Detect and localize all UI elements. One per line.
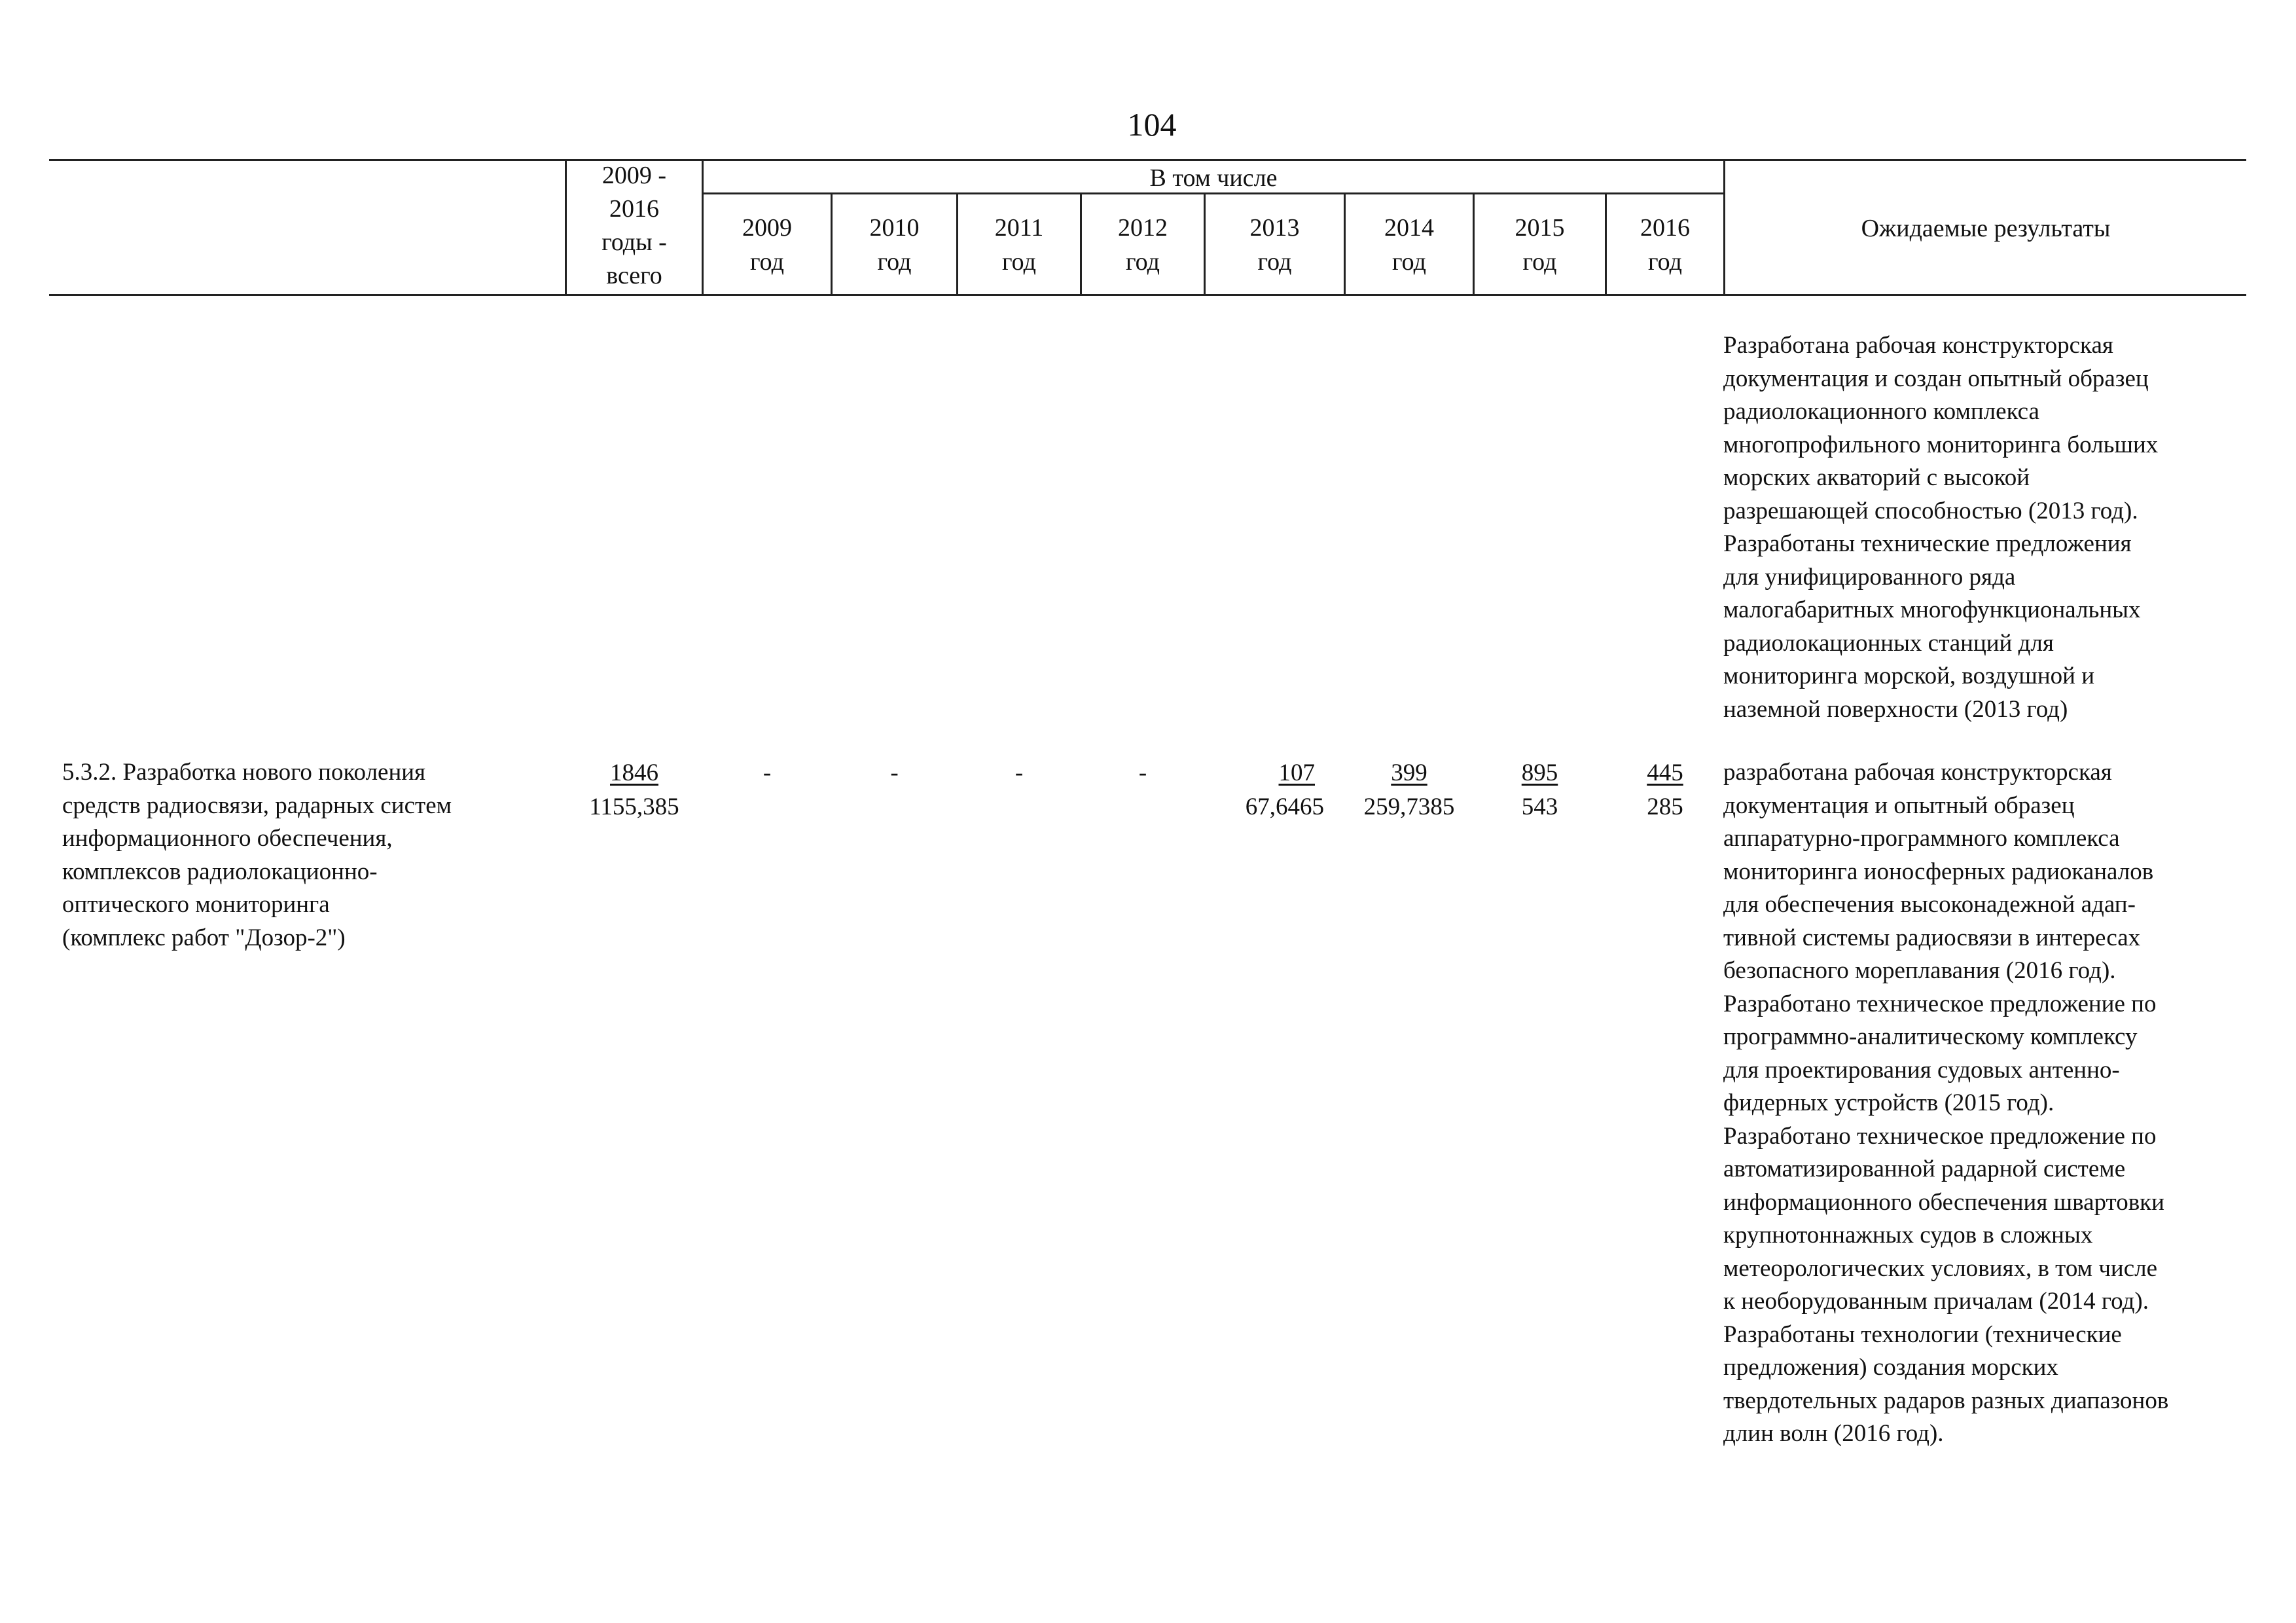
results-line: мониторинга морской, воздушной и: [1723, 663, 2095, 689]
row-year-top: 895: [1521, 759, 1558, 786]
page-number: 104: [1127, 106, 1177, 143]
results-line: мониторинга ионосферных радиоканалов: [1723, 858, 2154, 885]
results-line: Разработаны технические предложения: [1723, 530, 2132, 557]
header-year-2015: [1475, 211, 1605, 279]
row-name-line: комплексов радиолокационно-: [62, 858, 378, 885]
row-name: [62, 756, 560, 955]
header-year-2016: [1607, 211, 1723, 279]
header-year-2012: [1082, 211, 1204, 279]
row-year-2015: [1475, 756, 1605, 824]
results-line: аппаратурно-программного комплекса: [1723, 825, 2120, 852]
header-bottom-rule: [49, 294, 2246, 296]
header-year-unit: год: [1002, 248, 1036, 276]
header-total-line: всего: [606, 262, 662, 289]
results-line: разрешающей способностью (2013 год).: [1723, 497, 2138, 524]
results-line: информационного обеспечения швартовки: [1723, 1188, 2164, 1216]
row-name-line: 5.3.2. Разработка нового поколения: [62, 759, 426, 786]
header-year-2014: [1346, 211, 1473, 279]
row-year-2014: [1346, 756, 1473, 824]
results-line: малогабаритных многофункциональных: [1723, 596, 2141, 623]
results-line: разработана рабочая конструкторская: [1723, 759, 2112, 786]
row-year-top: 399: [1391, 759, 1427, 786]
row-name-line: оптического мониторинга: [62, 891, 330, 918]
header-year-unit: год: [1126, 248, 1160, 276]
row-year-2011: [958, 756, 1080, 790]
header-year-2011: [958, 211, 1080, 279]
header-year-label: 2013: [1249, 214, 1300, 242]
results-line: документация и опытный образец: [1723, 792, 2075, 819]
header-year-label: 2011: [994, 214, 1044, 242]
results-line: предложения) создания морских: [1723, 1354, 2058, 1381]
results-line: для унифицированного ряда: [1723, 563, 2016, 591]
header-including: В том числе: [1149, 164, 1278, 192]
results-line: к необорудованным причалам (2014 год).: [1723, 1288, 2149, 1315]
results-line: автоматизированной радарной системе: [1723, 1156, 2126, 1182]
header-results: Ожидаемые результаты: [1861, 215, 2111, 242]
header-year-2013: [1206, 211, 1344, 279]
results-line: документация и создан опытный образец: [1723, 365, 2149, 392]
row-year-2010: [833, 756, 956, 790]
results-line: для обеспечения высоконадежной адап-: [1723, 891, 2136, 918]
header-year-unit: год: [1522, 248, 1557, 276]
row-name-line: информационного обеспечения,: [62, 825, 393, 852]
row-year-top: 107: [1278, 759, 1315, 786]
header-year-label: 2016: [1640, 214, 1690, 242]
results-line: Разработано техническое предложение по: [1723, 990, 2157, 1017]
header-year-label: 2015: [1515, 214, 1565, 242]
results-line: наземной поверхности (2013 год): [1723, 695, 2068, 723]
results-line: для проектирования судовых антенно-: [1723, 1056, 2120, 1084]
results-line: фидерных устройств (2015 год).: [1723, 1089, 2054, 1116]
row-year-2012: [1082, 756, 1204, 790]
header-year-unit: год: [1648, 248, 1682, 276]
row-year-top: -: [762, 759, 772, 786]
results-line: программно-аналитическому комплексу: [1723, 1023, 2138, 1050]
row-results: [1723, 756, 2267, 1451]
row-year-top: -: [890, 759, 899, 786]
continuation-results: [1723, 329, 2260, 726]
results-line: метеорологических условиях, в том числе: [1723, 1254, 2158, 1282]
results-line: тивной системы радиосвязи в интересах: [1723, 924, 2141, 951]
results-line: безопасного мореплавания (2016 год).: [1723, 957, 2116, 984]
row-year-bottom: 543: [1521, 793, 1558, 820]
header-year-label: 2014: [1384, 214, 1434, 242]
results-line: морских акваторий с высокой: [1723, 464, 2030, 491]
row-name-line: средств радиосвязи, радарных систем: [62, 792, 452, 819]
results-line: твердотельных радаров разных диапазонов: [1723, 1387, 2169, 1414]
row-year-bottom: 285: [1647, 793, 1683, 820]
row-total-top: 1846: [610, 759, 658, 786]
header-total-line: 2009 -: [601, 162, 667, 189]
header-total-column: [567, 159, 702, 293]
row-total: [567, 756, 702, 824]
row-year-bottom: 259,7385: [1363, 793, 1455, 820]
results-line: радиолокационных станций для: [1723, 629, 2054, 657]
header-year-label: 2010: [869, 214, 920, 242]
results-line: Разработана рабочая конструкторская: [1723, 332, 2113, 359]
row-year-bottom: 67,6465: [1245, 793, 1324, 820]
results-line: крупнотоннажных судов в сложных: [1723, 1222, 2093, 1249]
header-year-label: 2012: [1118, 214, 1168, 242]
header-total-line: годы -: [601, 228, 667, 256]
results-line: Разработано техническое предложение по: [1723, 1122, 2157, 1150]
row-year-top: -: [1138, 759, 1147, 786]
header-year-unit: год: [750, 248, 784, 276]
row-name-line: (комплекс работ "Дозор-2"): [62, 924, 346, 951]
row-total-bottom: 1155,385: [589, 793, 679, 820]
row-year-top: 445: [1647, 759, 1683, 786]
results-line: длин волн (2016 год).: [1723, 1420, 1944, 1447]
header-year-unit: год: [1392, 248, 1426, 276]
header-year-unit: год: [877, 248, 912, 276]
row-year-2009: [704, 756, 831, 790]
results-line: Разработаны технологии (технические: [1723, 1321, 2122, 1348]
row-year-2013: [1206, 756, 1344, 824]
header-year-unit: год: [1257, 248, 1292, 276]
header-year-2009: [704, 211, 831, 279]
results-line: многопрофильного мониторинга больших: [1723, 431, 2159, 458]
row-year-2016: [1607, 756, 1723, 824]
header-year-2010: [833, 211, 956, 279]
row-year-top: -: [1014, 759, 1024, 786]
results-line: радиолокационного комплекса: [1723, 398, 2039, 425]
header-year-label: 2009: [742, 214, 792, 242]
header-total-line: 2016: [609, 195, 659, 223]
